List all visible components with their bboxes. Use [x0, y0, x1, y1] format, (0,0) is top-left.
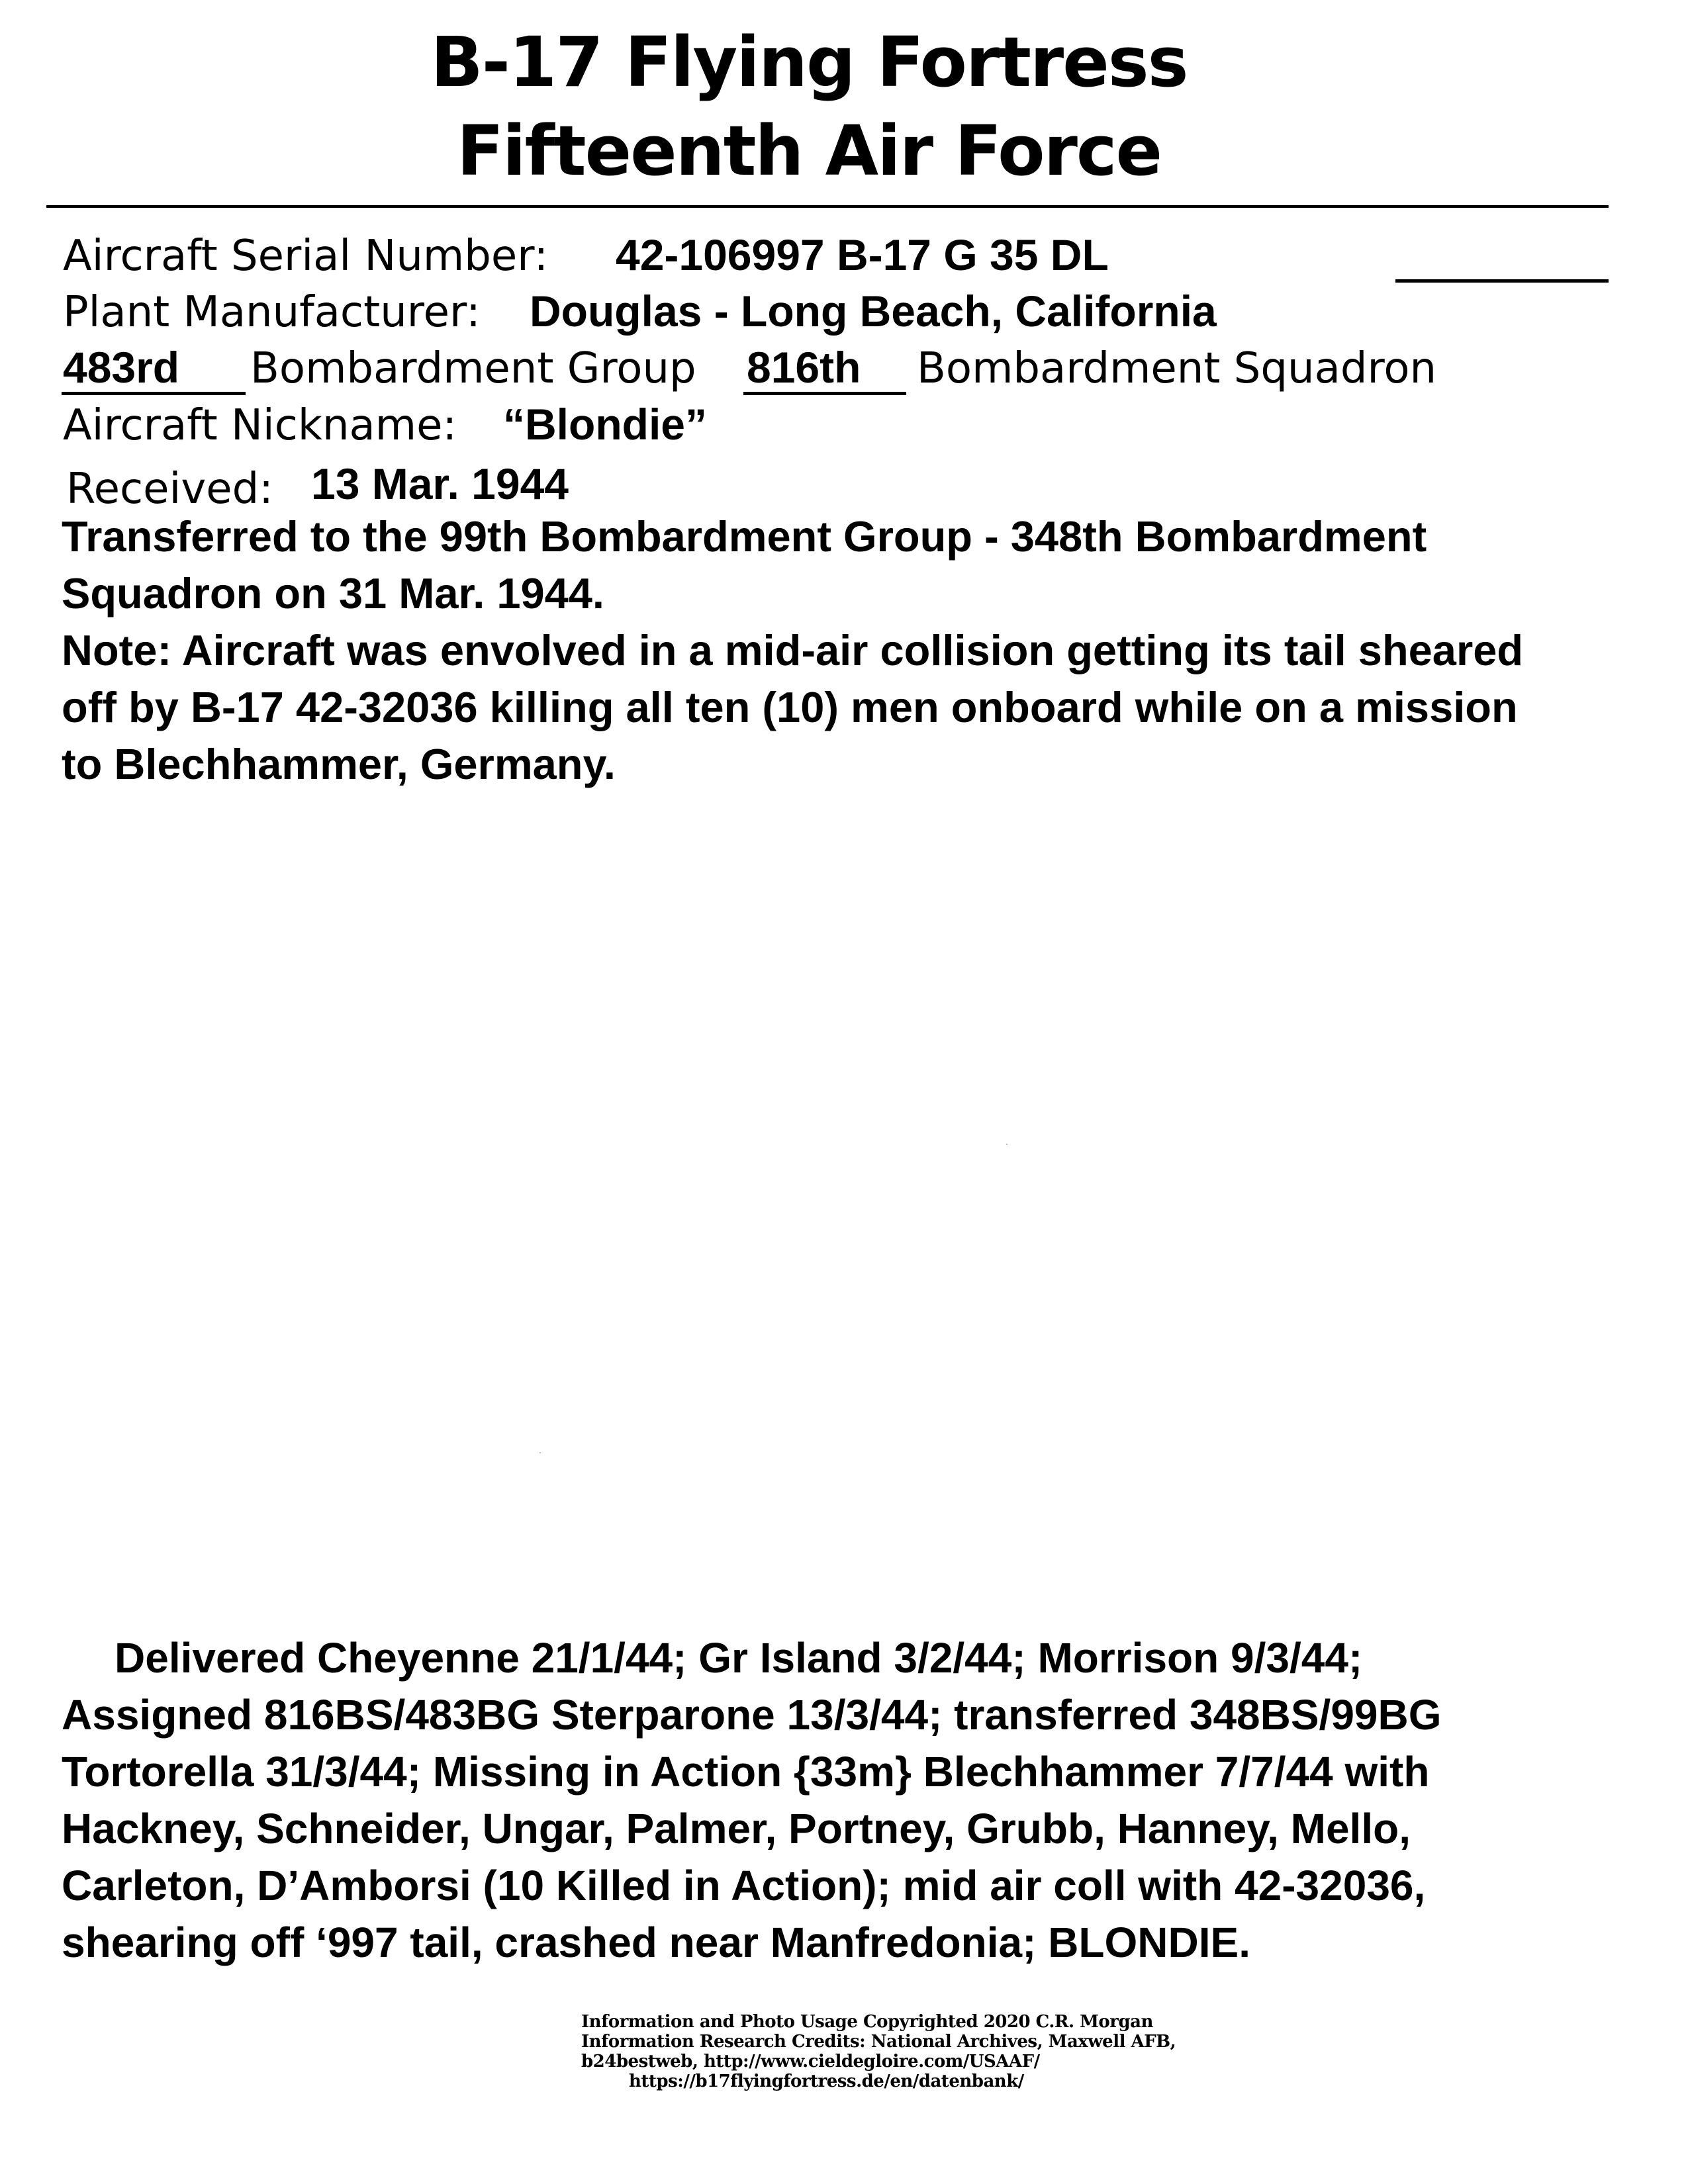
manufacturer-value: Douglas - Long Beach, California — [530, 287, 1217, 336]
record-line: Hackney, Schneider, Ungar, Palmer, Portney, Grubb, Hanney, Mello, — [62, 1805, 1411, 1852]
manufacturer-value-wrap — [530, 287, 1217, 336]
record-line: Assigned 816BS/483BG Sterparone 13/3/44; transferred 348BS/99BG — [62, 1691, 1442, 1739]
scan-speck — [539, 1452, 541, 1453]
serial-number-row — [63, 232, 548, 281]
squadron-value-wrap — [747, 343, 861, 392]
serial-blank-line — [1395, 279, 1609, 283]
credits-line: https://b17flyingfortress.de/en/datenbank/ — [629, 2071, 1024, 2091]
record-line: Tortorella 31/3/44; Missing in Action {33m} Blechhammer 7/7/44 with — [62, 1748, 1430, 1796]
scan-speck — [1006, 1144, 1008, 1145]
credits-line: Information Research Credits: National Archives, Maxwell AFB, — [581, 2032, 1176, 2052]
squadron-value: 816th — [747, 343, 861, 392]
squadron-blank-line — [743, 392, 906, 395]
received-value-wrap — [311, 459, 569, 508]
serial-number-label: Aircraft Serial Number: — [63, 232, 548, 281]
page-subtitle: Fifteenth Air Force — [456, 111, 1162, 191]
group-value: 483rd — [63, 343, 180, 392]
history-line: Note: Aircraft was envolved in a mid-air collision getting its tail sheared — [62, 626, 1524, 674]
nickname-value-wrap — [503, 400, 707, 449]
nickname-row — [63, 401, 457, 450]
history-paragraph — [62, 508, 1523, 793]
history-line: to Blechhammer, Germany. — [62, 740, 616, 788]
manufacturer-row — [63, 288, 481, 337]
record-paragraph — [62, 1629, 1442, 1971]
credits-line: Information and Photo Usage Copyrighted 2020 C.R. Morgan — [581, 2012, 1153, 2032]
history-line: Squadron on 31 Mar. 1944. — [62, 569, 604, 617]
history-line: Transferred to the 99th Bombardment Group - 348th Bombardment — [62, 512, 1427, 561]
history-line: off by B-17 42-32036 killing all ten (10) men onboard while on a mission — [62, 683, 1518, 731]
title-divider — [46, 205, 1609, 208]
record-line: Carleton, D’Amborsi (10 Killed in Action); mid air coll with 42-32036, — [62, 1862, 1426, 1909]
received-value: 13 Mar. 1944 — [311, 459, 569, 508]
group-label: Bombardment Group — [250, 344, 696, 393]
record-line: Delivered Cheyenne 21/1/44; Gr Island 3/2/44; Morrison 9/3/44; — [115, 1634, 1363, 1682]
serial-number-value-wrap — [616, 230, 1109, 279]
manufacturer-label: Plant Manufacturer: — [63, 288, 481, 337]
received-label: Received: — [66, 465, 273, 514]
credits-block — [581, 2012, 1176, 2091]
received-row — [66, 465, 273, 514]
squadron-label-wrap — [917, 344, 1437, 393]
group-blank-line — [62, 392, 246, 395]
record-line: shearing off ‘997 tail, crashed near Manfredonia; BLONDIE. — [62, 1919, 1250, 1966]
credits-line: b24bestweb, http://www.cieldegloire.com/USAAF/ — [581, 2052, 1040, 2071]
nickname-value: “Blondie” — [503, 400, 707, 449]
serial-number-value: 42-106997 B-17 G 35 DL — [616, 230, 1109, 279]
group-value-wrap — [63, 343, 180, 392]
nickname-label: Aircraft Nickname: — [63, 401, 457, 450]
group-label-wrap — [250, 344, 696, 393]
squadron-label: Bombardment Squadron — [917, 344, 1437, 393]
page-title: B-17 Flying Fortress — [430, 22, 1188, 103]
